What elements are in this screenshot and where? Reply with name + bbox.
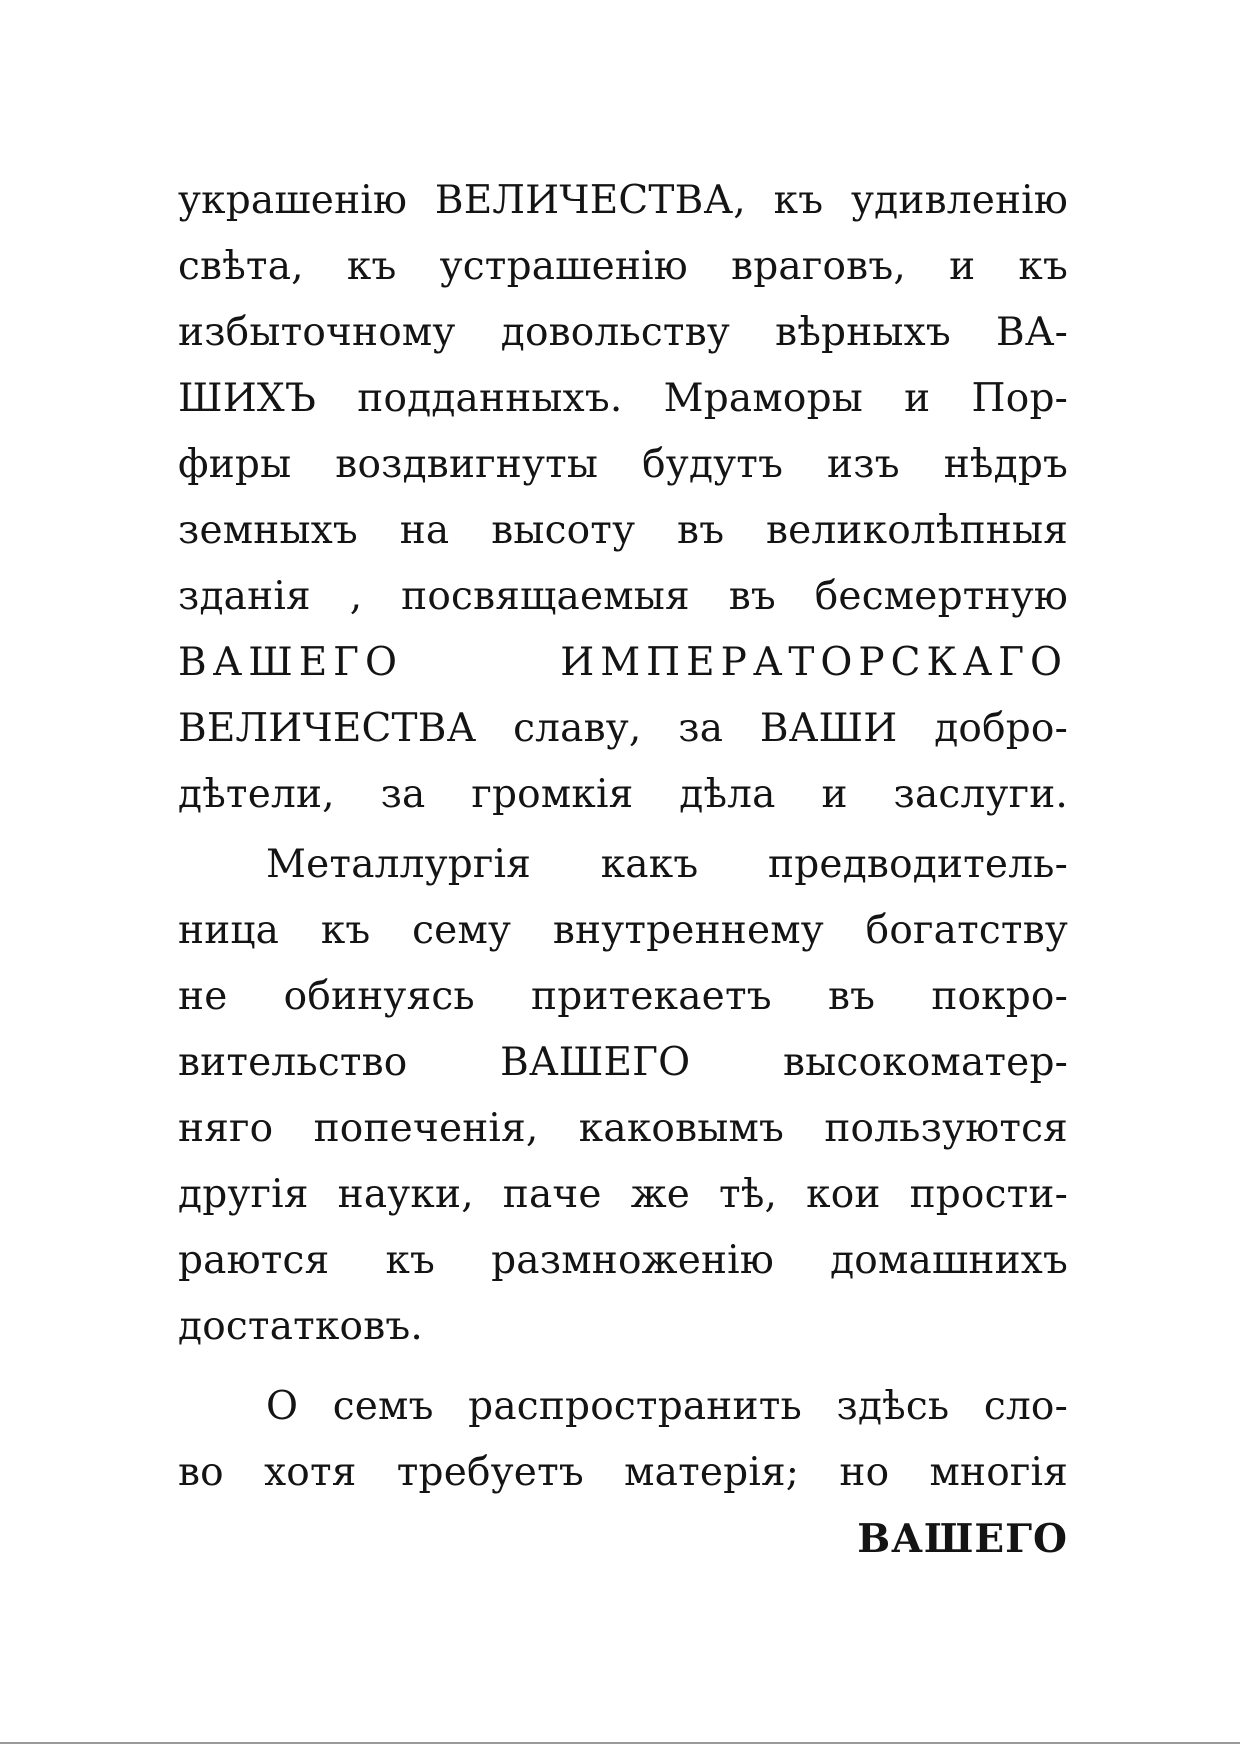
text-line-14: вительство ВАШЕГО высокоматер- <box>178 1040 1068 1085</box>
text-line-19: О семъ распространить здѣсь сло- <box>266 1384 1068 1429</box>
text-line-9: ВЕЛИЧЕСТВА славу, за ВАШИ добро- <box>178 706 1068 751</box>
text-line-18: достатковъ. <box>178 1304 423 1349</box>
text-line-16: другія науки, паче же тѣ, кои прости- <box>178 1172 1068 1217</box>
text-line-6: земныхъ на высоту въ великолѣпныя <box>178 508 1068 553</box>
text-line-4: ШИХЪ подданныхъ. Мраморы и Пор- <box>178 376 1068 421</box>
text-line-20: во хотя требуетъ матерія; но многія <box>178 1450 1068 1495</box>
text-line-11: Металлургія какъ предводитель- <box>266 842 1068 887</box>
text-line-10: дѣтели, за громкія дѣла и заслуги. <box>178 772 1068 817</box>
text-line-17: раются къ размноженію домашнихъ <box>178 1238 1068 1283</box>
text-line-1: украшенію ВЕЛИЧЕСТВА, къ удивленію <box>178 178 1068 223</box>
text-line-3: избыточному довольству вѣрныхъ ВА- <box>178 310 1068 355</box>
text-line-7: зданія , посвящаемыя въ бесмертную <box>178 574 1068 619</box>
catchword: ВАШЕГО <box>857 1516 1068 1562</box>
text-line-13: не обинуясь притекаетъ въ покро- <box>178 974 1068 1019</box>
text-line-2: свѣта, къ устрашенію враговъ, и къ <box>178 244 1068 289</box>
text-line-15: няго попеченія, каковымъ пользуются <box>178 1106 1068 1151</box>
bottom-edge-rule <box>0 1742 1240 1744</box>
text-line-5: фиры воздвигнуты будутъ изъ нѣдръ <box>178 442 1068 487</box>
text-line-12: ница къ сему внутреннему богатству <box>178 908 1068 953</box>
text-line-8: ВАШЕГО ИМПЕРАТОРСКАГО <box>178 640 1068 685</box>
